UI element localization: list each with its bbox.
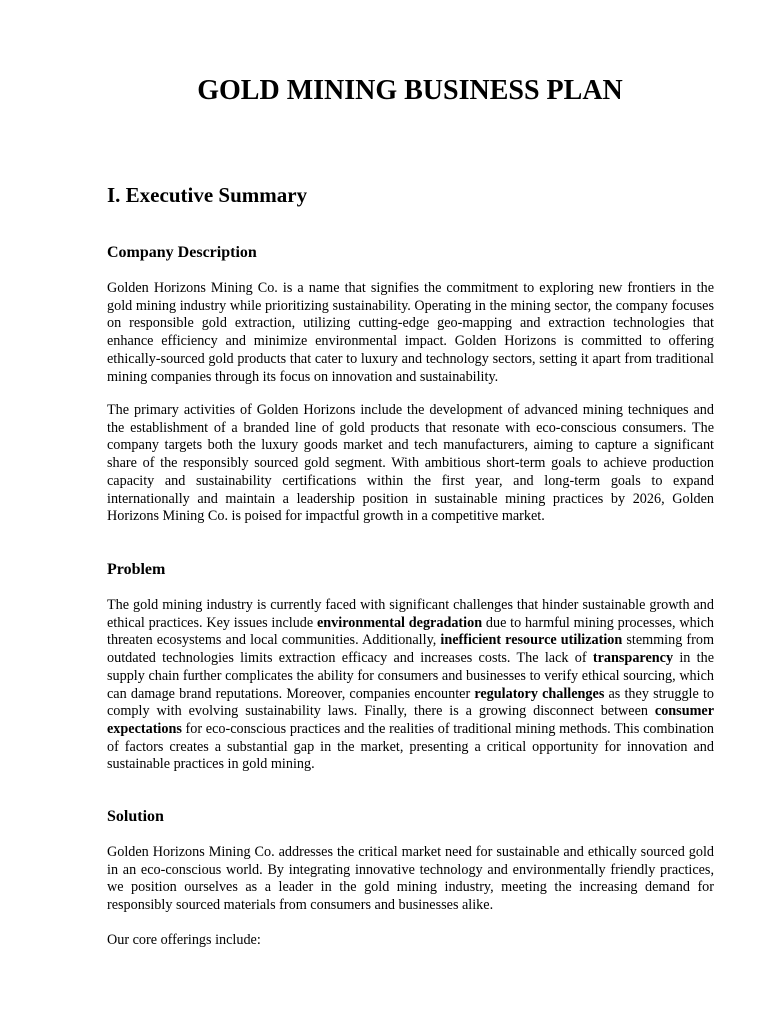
- section-heading-executive-summary: I. Executive Summary: [107, 183, 308, 207]
- bold-environmental-degradation: environmental degradation: [316, 614, 483, 631]
- bold-transparency: transparency: [592, 650, 674, 667]
- company-description-paragraph-2: The primary activities of Golden Horizons include the development of advanced mining techniques and the establishment of a branded line of gold products that resonate with eco-conscious consumers. The company targets both the luxury goods market and tech manufacturers, aiming to capture a significant share of the responsibly sourced gold segment. With ambitious short-term goals to achieve production capacity and sustainability certifications within the first year, and long-term goals to expand internationally and maintain a leadership position in sustainable mining practices by 2026, Golden Horizons Mining Co. is poised for impactful growth in a competitive market.: [107, 402, 714, 525]
- solution-paragraph-1: Golden Horizons Mining Co. addresses the critical market need for sustainable and ethically sourced gold in an eco-conscious world. By integrating innovative technology and environmentally friendly practices, we position ourselves as a leader in the gold mining industry, meeting the increasing demand for responsibly sourced materials from consumers and businesses alike.: [107, 844, 714, 914]
- problem-paragraph: The gold mining industry is currently faced with significant challenges that hinder sustainable growth and ethical practices. Key issues include environmental degradation due to harmful mining processes, which threaten ecosystems and local communities. Additionally, inefficient resource utilization stemming from outdated technologies limits extraction efficacy and increases costs. The lack of transparency in the supply chain further complicates the ability for consumers and businesses to verify ethical sourcing, which can damage brand reputations. Moreover, companies encounter regulatory challenges as they struggle to comply with evolving sustainability laws. Finally, there is a growing disconnect between consumer expectations for eco-conscious practices and the realities of traditional mining methods. This combination of factors creates a substantial gap in the market, presenting a critical opportunity for innovation and sustainable practices in gold mining.: [107, 597, 715, 773]
- solution-paragraph-2: Our core offerings include:: [107, 932, 261, 948]
- bold-inefficient-resource-utilization: inefficient resource utilization: [440, 632, 623, 649]
- bold-regulatory-challenges: regulatory challenges: [474, 685, 605, 702]
- subheading-company-description: Company Description: [107, 244, 257, 261]
- subheading-problem: Problem: [107, 561, 166, 578]
- subheading-solution: Solution: [107, 808, 164, 825]
- company-description-paragraph-1: Golden Horizons Mining Co. is a name that signifies the commitment to exploring new frontiers in the gold mining industry while prioritizing sustainability. Operating in the mining sector, the company focuses on responsible gold extraction, utilizing cutting-edge geo-mapping and extraction technologies that enhance efficiency and minimize environmental impact. Golden Horizons is committed to offering ethically-sourced gold products that cater to luxury and technology sectors, setting it apart from traditional mining companies through its focus on innovation and sustainability.: [107, 280, 714, 385]
- document-title: GOLD MINING BUSINESS PLAN: [197, 75, 623, 106]
- bold-consumer-expectations: consumer expectations: [107, 703, 714, 737]
